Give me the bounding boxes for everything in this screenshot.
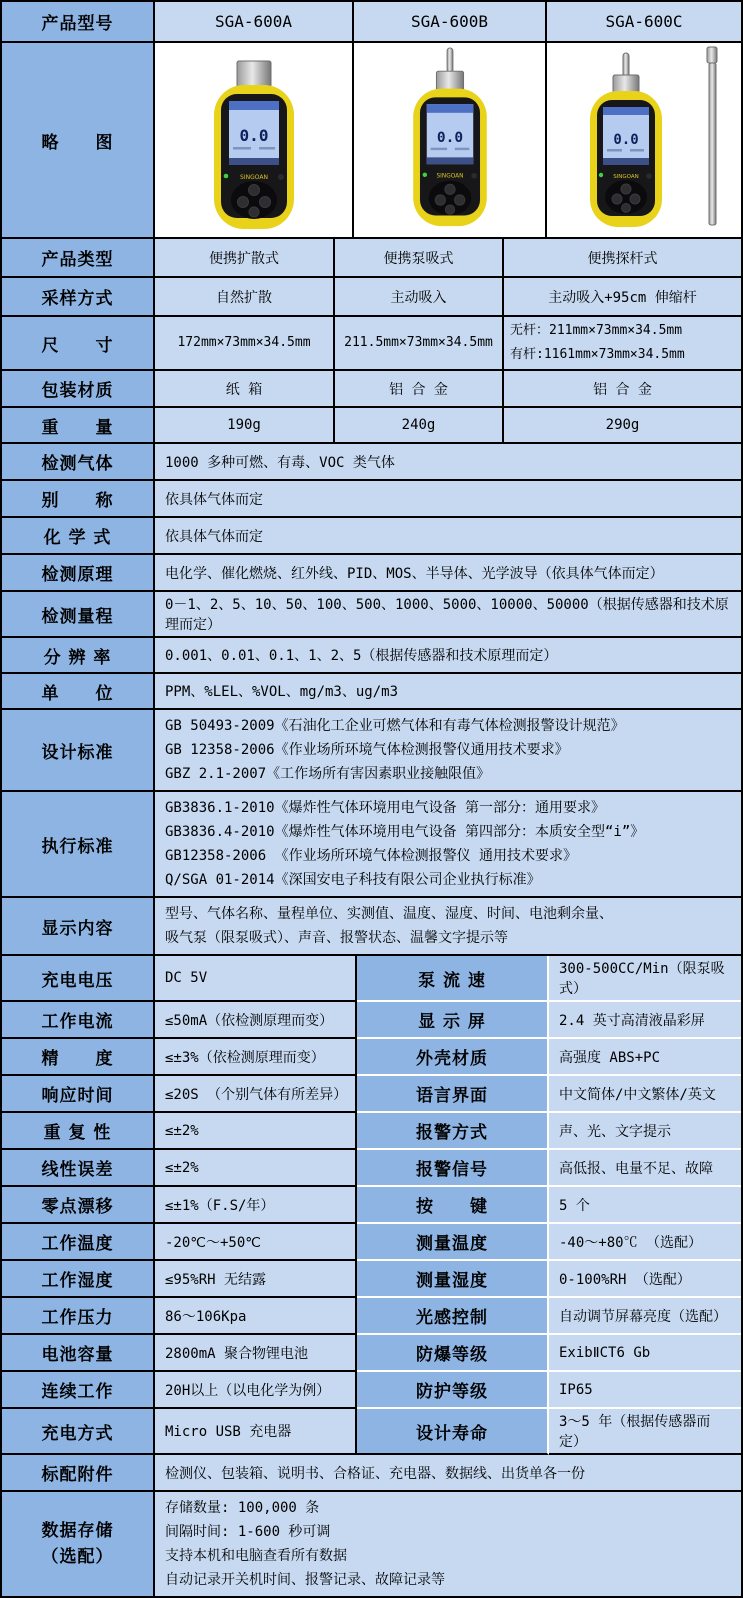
label-chemical-formula: 化 学 式: [2, 518, 155, 555]
sampling-a: 自然扩散: [155, 278, 335, 317]
label-standard-accessories: 标配附件: [2, 1455, 155, 1492]
alarm-signal-value: 高低报、电量不足、故障: [549, 1150, 741, 1187]
label-charging-voltage: 充电电压: [2, 956, 155, 1002]
buttons-value: 5 个: [549, 1187, 741, 1224]
resolution-value: 0.001、0.01、0.1、1、2、5（根据传感器和技术原理而定）: [155, 638, 741, 674]
label-detection-principle: 检测原理: [2, 555, 155, 592]
design-standard-value: [155, 710, 741, 792]
data-storage-line: 自动记录开关机时间、报警记录、故障记录等: [165, 1572, 445, 1588]
label-shell-material: 外壳材质: [357, 1039, 549, 1076]
zero-drift-value: ≤±1%（F.S/年）: [155, 1187, 357, 1224]
label-buttons: 按 键: [357, 1187, 549, 1224]
label-repeatability: 重 复 性: [2, 1113, 155, 1150]
model-name-c: SGA-600C: [547, 2, 741, 43]
data-storage-line: 支持本机和电脑查看所有数据: [165, 1548, 347, 1564]
label-unit: 单 位: [2, 674, 155, 710]
design-life-value: 3～5 年（根据传感器而定）: [549, 1409, 741, 1455]
label-sketch: 略 图: [2, 43, 155, 239]
weight-a: 190g: [155, 408, 335, 444]
label-linearity-error: 线性误差: [2, 1150, 155, 1187]
label-product-type: 产品类型: [2, 239, 155, 278]
label-detection-range: 检测量程: [2, 592, 155, 638]
device-photo-sga-600c: [547, 43, 741, 239]
display-screen-value: 2.4 英寸高清液晶彩屏: [549, 1002, 741, 1039]
language-ui-value: 中文简体/中文繁体/英文: [549, 1076, 741, 1113]
detection-range-value: 0－1、2、5、10、50、100、500、1000、5000、10000、50000（根据传感器和技术原理而定）: [155, 592, 741, 638]
data-storage-label-line: （选配）: [41, 1547, 114, 1567]
product-type-a: 便携扩散式: [155, 239, 335, 278]
design-standard-line: GBZ 2.1-2007《工作场所有害因素职业接触限值》: [165, 766, 491, 782]
accuracy-value: ≤±3%（依检测原理而变）: [155, 1039, 357, 1076]
label-product-model: 产品型号: [2, 2, 155, 43]
label-design-standard: 设计标准: [2, 710, 155, 792]
device-photo-sga-600a: [155, 43, 354, 239]
weight-c: 290g: [504, 408, 741, 444]
dimensions-c: [504, 317, 741, 371]
design-standard-line: GB 50493-2009《石油化工企业可燃气体和有毒气体检测报警设计规范》: [165, 718, 625, 734]
chemical-formula-value: 依具体气体而定: [155, 518, 741, 555]
working-pressure-value: 86～106Kpa: [155, 1298, 357, 1335]
execution-standard-value: [155, 792, 741, 898]
device-photo-sga-600b: [354, 43, 547, 239]
execution-standard-line: GB12358-2006 《作业场所环境气体检测报警仪 通用技术要求》: [165, 848, 578, 864]
model-name-b: SGA-600B: [354, 2, 547, 43]
label-battery-capacity: 电池容量: [2, 1335, 155, 1372]
charging-method-value: Micro USB 充电器: [155, 1409, 357, 1455]
label-design-life: 设计寿命: [357, 1409, 549, 1455]
execution-standard-line: GB3836.4-2010《爆炸性气体环境用电气设备 第四部分：本质安全型“i”》: [165, 824, 645, 840]
unit-value: PPM、%LEL、%VOL、mg/m3、ug/m3: [155, 674, 741, 710]
response-time-value: ≤20S （个别气体有所差异）: [155, 1076, 357, 1113]
label-response-time: 响应时间: [2, 1076, 155, 1113]
label-detected-gas: 检测气体: [2, 444, 155, 481]
per-model-spec-section: [2, 239, 741, 444]
standard-accessories-value: 检测仪、包装箱、说明书、合格证、充电器、数据线、出货单各一份: [155, 1455, 741, 1492]
design-standard-line: GB 12358-2006《作业场所环境气体检测报警仪通用技术要求》: [165, 742, 569, 758]
charging-voltage-value: DC 5V: [155, 956, 357, 1002]
battery-capacity-value: 2800mA 聚合物锂电池: [155, 1335, 357, 1372]
dimensions-c-with-rod: 有杆:1161mm×73mm×34.5mm: [510, 347, 685, 362]
label-explosion-proof-grade: 防爆等级: [357, 1335, 549, 1372]
label-zero-drift: 零点漂移: [2, 1187, 155, 1224]
data-storage-value: [155, 1492, 741, 1596]
protection-grade-value: IP65: [549, 1372, 741, 1409]
device-screen-reading: 0.0: [436, 129, 463, 146]
working-temperature-value: -20℃～+50℃: [155, 1224, 357, 1261]
device-illustration-pump: [358, 43, 542, 233]
display-content-line: 型号、气体名称、量程单位、实测值、温度、湿度、时间、电池剩余量、: [165, 906, 613, 922]
dimensions-c-no-rod: 无杆：211mm×73mm×34.5mm: [510, 323, 683, 338]
label-charging-method: 充电方式: [2, 1409, 155, 1455]
label-continuous-working: 连续工作: [2, 1372, 155, 1409]
label-working-current: 工作电流: [2, 1002, 155, 1039]
label-resolution: 分 辨 率: [2, 638, 155, 674]
light-sensing-value: 自动调节屏幕亮度（选配）: [549, 1298, 741, 1335]
label-working-pressure: 工作压力: [2, 1298, 155, 1335]
label-accuracy: 精 度: [2, 1039, 155, 1076]
measuring-humidity-value: 0-100%RH （选配）: [549, 1261, 741, 1298]
execution-standard-line: GB3836.1-2010《爆炸性气体环境用电气设备 第一部分：通用要求》: [165, 800, 606, 816]
weight-b: 240g: [335, 408, 504, 444]
telescopic-rod-illustration: [707, 47, 717, 225]
dimensions-a: 172mm×73mm×34.5mm: [155, 317, 335, 371]
label-weight: 重 量: [2, 408, 155, 444]
label-alarm-signal: 报警信号: [357, 1150, 549, 1187]
device-screen-reading: 0.0: [613, 132, 639, 148]
label-language-ui: 语言界面: [357, 1076, 549, 1113]
packing-a: 纸 箱: [155, 371, 335, 408]
paired-spec-section: [2, 956, 741, 1455]
label-sampling-method: 采样方式: [2, 278, 155, 317]
label-working-humidity: 工作湿度: [2, 1261, 155, 1298]
label-measuring-temperature: 测量温度: [357, 1224, 549, 1261]
label-dimensions: 尺 寸: [2, 317, 155, 371]
execution-standard-line: Q/SGA 01-2014《深国安电子科技有限公司企业执行标准》: [165, 872, 541, 888]
detection-principle-value: 电化学、催化燃烧、红外线、PID、MOS、半导体、光学波导（依具体气体而定）: [155, 555, 741, 592]
model-header-section: [2, 2, 741, 239]
display-content-value: [155, 898, 741, 956]
measuring-temperature-value: -40～+80℃ （选配）: [549, 1224, 741, 1261]
label-display-content: 显示内容: [2, 898, 155, 956]
repeatability-value: ≤±2%: [155, 1113, 357, 1150]
device-screen-reading: 0.0: [239, 126, 268, 145]
linearity-error-value: ≤±2%: [155, 1150, 357, 1187]
display-content-line: 吸气泵（限泵吸式）、声音、报警状态、温馨文字提示等: [165, 930, 508, 946]
sampling-c: 主动吸入+95cm 伸缩杆: [504, 278, 741, 317]
label-alias: 别 称: [2, 481, 155, 518]
pump-flow-value: 300-500CC/Min（限泵吸式）: [549, 956, 741, 1002]
label-light-sensing: 光感控制: [357, 1298, 549, 1335]
device-illustration-diffusion: [159, 43, 349, 233]
bottom-section: [2, 1455, 741, 1596]
device-brand-text: SINGOAN: [239, 174, 268, 181]
label-execution-standard: 执行标准: [2, 792, 155, 898]
label-alarm-mode: 报警方式: [357, 1113, 549, 1150]
working-humidity-value: ≤95%RH 无结露: [155, 1261, 357, 1298]
label-working-temperature: 工作温度: [2, 1224, 155, 1261]
label-data-storage: [2, 1492, 155, 1596]
label-pump-flow: 泵 流 速: [357, 956, 549, 1002]
data-storage-line: 存储数量: 100,000 条: [165, 1500, 320, 1516]
alias-value: 依具体气体而定: [155, 481, 741, 518]
sampling-b: 主动吸入: [335, 278, 504, 317]
label-display-screen: 显 示 屏: [357, 1002, 549, 1039]
product-type-c: 便携探杆式: [504, 239, 741, 278]
data-storage-label-line: 数据存储: [41, 1521, 114, 1541]
device-illustration-probe-rod: [547, 43, 741, 233]
detected-gas-value: 1000 多种可燃、有毒、VOC 类气体: [155, 444, 741, 481]
data-storage-line: 间隔时间: 1-600 秒可调: [165, 1524, 331, 1540]
alarm-mode-value: 声、光、文字提示: [549, 1113, 741, 1150]
device-brand-text: SINGOAN: [436, 173, 463, 180]
working-current-value: ≤50mA（依检测原理而变）: [155, 1002, 357, 1039]
dimensions-b: 211.5mm×73mm×34.5mm: [335, 317, 504, 371]
full-width-spec-section: [2, 444, 741, 956]
label-protection-grade: 防护等级: [357, 1372, 549, 1409]
label-packing-material: 包装材质: [2, 371, 155, 408]
product-type-b: 便携泵吸式: [335, 239, 504, 278]
shell-material-value: 高强度 ABS+PC: [549, 1039, 741, 1076]
model-name-a: SGA-600A: [155, 2, 354, 43]
device-brand-text: SINGOAN: [613, 174, 639, 180]
packing-c: 铝 合 金: [504, 371, 741, 408]
label-measuring-humidity: 测量湿度: [357, 1261, 549, 1298]
continuous-working-value: 20H以上（以电化学为例）: [155, 1372, 357, 1409]
explosion-proof-grade-value: ExibⅡCT6 Gb: [549, 1335, 741, 1372]
packing-b: 铝 合 金: [335, 371, 504, 408]
